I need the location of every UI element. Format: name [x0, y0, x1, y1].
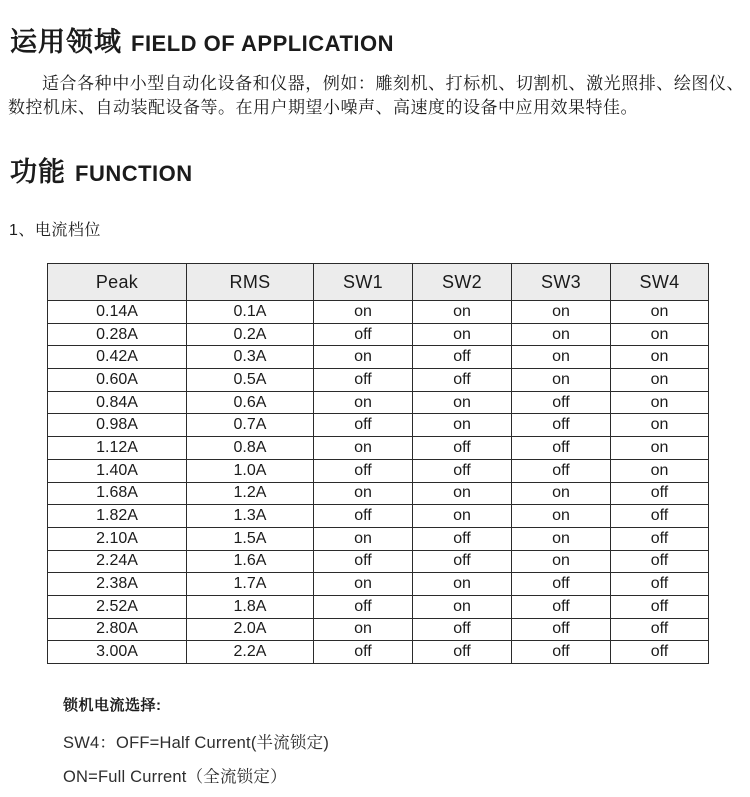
table-cell: 1.6A: [187, 550, 314, 573]
table-cell: 1.12A: [48, 437, 187, 460]
heading-en-text: FIELD OF APPLICATION: [131, 31, 394, 56]
table-row: [48, 391, 709, 414]
table-cell: off: [512, 618, 611, 641]
heading-en-text: FUNCTION: [75, 161, 193, 186]
table-cell: 1.8A: [187, 595, 314, 618]
table-cell: off: [611, 505, 709, 528]
table-cell: off: [611, 641, 709, 664]
table-cell: 1.2A: [187, 482, 314, 505]
table-cell: off: [314, 641, 413, 664]
current-table: [47, 263, 709, 664]
table-cell: 0.14A: [48, 301, 187, 324]
table-cell: 0.5A: [187, 369, 314, 392]
table-cell: off: [512, 595, 611, 618]
table-cell: off: [611, 573, 709, 596]
table-cell: off: [611, 618, 709, 641]
table-row: [48, 369, 709, 392]
table-cell: on: [512, 346, 611, 369]
table-row: [48, 323, 709, 346]
heading-zh-text: 功能: [10, 157, 66, 187]
table-cell: on: [314, 301, 413, 324]
table-cell: 2.52A: [48, 595, 187, 618]
table-row: [48, 527, 709, 550]
table-cell: off: [314, 505, 413, 528]
table-cell: 1.0A: [187, 459, 314, 482]
table-cell: 0.84A: [48, 391, 187, 414]
table-row: [48, 414, 709, 437]
table-cell: on: [512, 505, 611, 528]
table-cell: off: [413, 346, 512, 369]
table-cell: 2.38A: [48, 573, 187, 596]
table-cell: on: [611, 369, 709, 392]
table-head: [48, 264, 709, 301]
table-cell: on: [314, 346, 413, 369]
table-cell: off: [314, 323, 413, 346]
table-row: [48, 595, 709, 618]
table-cell: on: [611, 301, 709, 324]
column-header: RMS: [187, 264, 314, 301]
table-cell: on: [314, 573, 413, 596]
table-cell: off: [512, 573, 611, 596]
table-cell: 0.6A: [187, 391, 314, 414]
notes-line-sw4: SW4：OFF=Half Current(半流锁定): [63, 734, 330, 752]
table-cell: off: [512, 437, 611, 460]
table-cell: 0.3A: [187, 346, 314, 369]
table-cell: on: [413, 391, 512, 414]
table-row: [48, 618, 709, 641]
notes-line-on: ON=Full Current（全流锁定）: [63, 768, 287, 786]
table-cell: on: [512, 301, 611, 324]
table-cell: on: [512, 482, 611, 505]
table-cell: 2.10A: [48, 527, 187, 550]
table-cell: off: [413, 641, 512, 664]
header-row: [48, 264, 709, 301]
table-cell: 0.98A: [48, 414, 187, 437]
column-header: SW2: [413, 264, 512, 301]
current-gear-label: 1、电流档位: [9, 222, 101, 239]
table-cell: off: [512, 391, 611, 414]
table-cell: off: [611, 527, 709, 550]
table-cell: 0.42A: [48, 346, 187, 369]
table-cell: 0.7A: [187, 414, 314, 437]
table-cell: off: [611, 550, 709, 573]
table-cell: off: [413, 369, 512, 392]
table-cell: 2.0A: [187, 618, 314, 641]
table-cell: on: [611, 391, 709, 414]
table-cell: off: [314, 369, 413, 392]
table-cell: on: [413, 323, 512, 346]
table-cell: 1.7A: [187, 573, 314, 596]
table-cell: off: [314, 459, 413, 482]
table-cell: 0.2A: [187, 323, 314, 346]
table-cell: 0.8A: [187, 437, 314, 460]
table-cell: on: [611, 414, 709, 437]
table-cell: 1.68A: [48, 482, 187, 505]
table-row: [48, 346, 709, 369]
table-cell: 0.1A: [187, 301, 314, 324]
table-cell: 3.00A: [48, 641, 187, 664]
table-cell: off: [314, 550, 413, 573]
table-body: [48, 301, 709, 664]
table-cell: on: [314, 482, 413, 505]
table-cell: 1.40A: [48, 459, 187, 482]
table-cell: on: [413, 573, 512, 596]
table-cell: off: [611, 595, 709, 618]
table-cell: off: [413, 550, 512, 573]
table-cell: on: [413, 414, 512, 437]
table-cell: off: [512, 459, 611, 482]
heading-zh-text: 运用领域: [10, 27, 122, 57]
table-cell: off: [611, 482, 709, 505]
column-header: Peak: [48, 264, 187, 301]
column-header: SW3: [512, 264, 611, 301]
table-cell: 0.28A: [48, 323, 187, 346]
notes-title: 锁机电流选择:: [63, 697, 162, 714]
table-cell: on: [512, 527, 611, 550]
table-cell: on: [611, 323, 709, 346]
table-cell: on: [413, 301, 512, 324]
table-cell: on: [413, 595, 512, 618]
table-cell: off: [413, 618, 512, 641]
heading-function: [10, 150, 193, 189]
table-row: [48, 641, 709, 664]
table-row: [48, 573, 709, 596]
table-cell: on: [413, 482, 512, 505]
column-header: SW4: [611, 264, 709, 301]
table-row: [48, 459, 709, 482]
table-cell: on: [314, 527, 413, 550]
table-cell: 2.80A: [48, 618, 187, 641]
table-cell: on: [611, 459, 709, 482]
table-cell: off: [314, 414, 413, 437]
table-row: [48, 505, 709, 528]
table-cell: on: [512, 550, 611, 573]
table-cell: 0.60A: [48, 369, 187, 392]
table-cell: on: [314, 437, 413, 460]
table-cell: 2.24A: [48, 550, 187, 573]
table-cell: on: [413, 505, 512, 528]
table-cell: on: [314, 391, 413, 414]
table-cell: 1.3A: [187, 505, 314, 528]
table-row: [48, 482, 709, 505]
table-row: [48, 550, 709, 573]
table-cell: off: [512, 641, 611, 664]
lock-current-notes: [63, 694, 329, 797]
table-cell: 2.2A: [187, 641, 314, 664]
table-cell: 1.82A: [48, 505, 187, 528]
table-cell: off: [413, 459, 512, 482]
table-cell: on: [512, 369, 611, 392]
application-paragraph: 适合各种中小型自动化设备和仪器，例如：雕刻机、打标机、切割机、激光照排、绘图仪、数控机床、自动装配设备等。在用户期望小噪声、高速度的设备中应用效果特佳。: [8, 74, 744, 117]
table-cell: on: [611, 346, 709, 369]
table-cell: off: [512, 414, 611, 437]
heading-field-of-application: [10, 20, 394, 59]
table-cell: off: [413, 527, 512, 550]
table-cell: off: [413, 437, 512, 460]
table-cell: on: [314, 618, 413, 641]
table-cell: on: [512, 323, 611, 346]
table-cell: off: [314, 595, 413, 618]
table-row: [48, 437, 709, 460]
table-cell: on: [611, 437, 709, 460]
table-row: [48, 301, 709, 324]
table-cell: 1.5A: [187, 527, 314, 550]
column-header: SW1: [314, 264, 413, 301]
